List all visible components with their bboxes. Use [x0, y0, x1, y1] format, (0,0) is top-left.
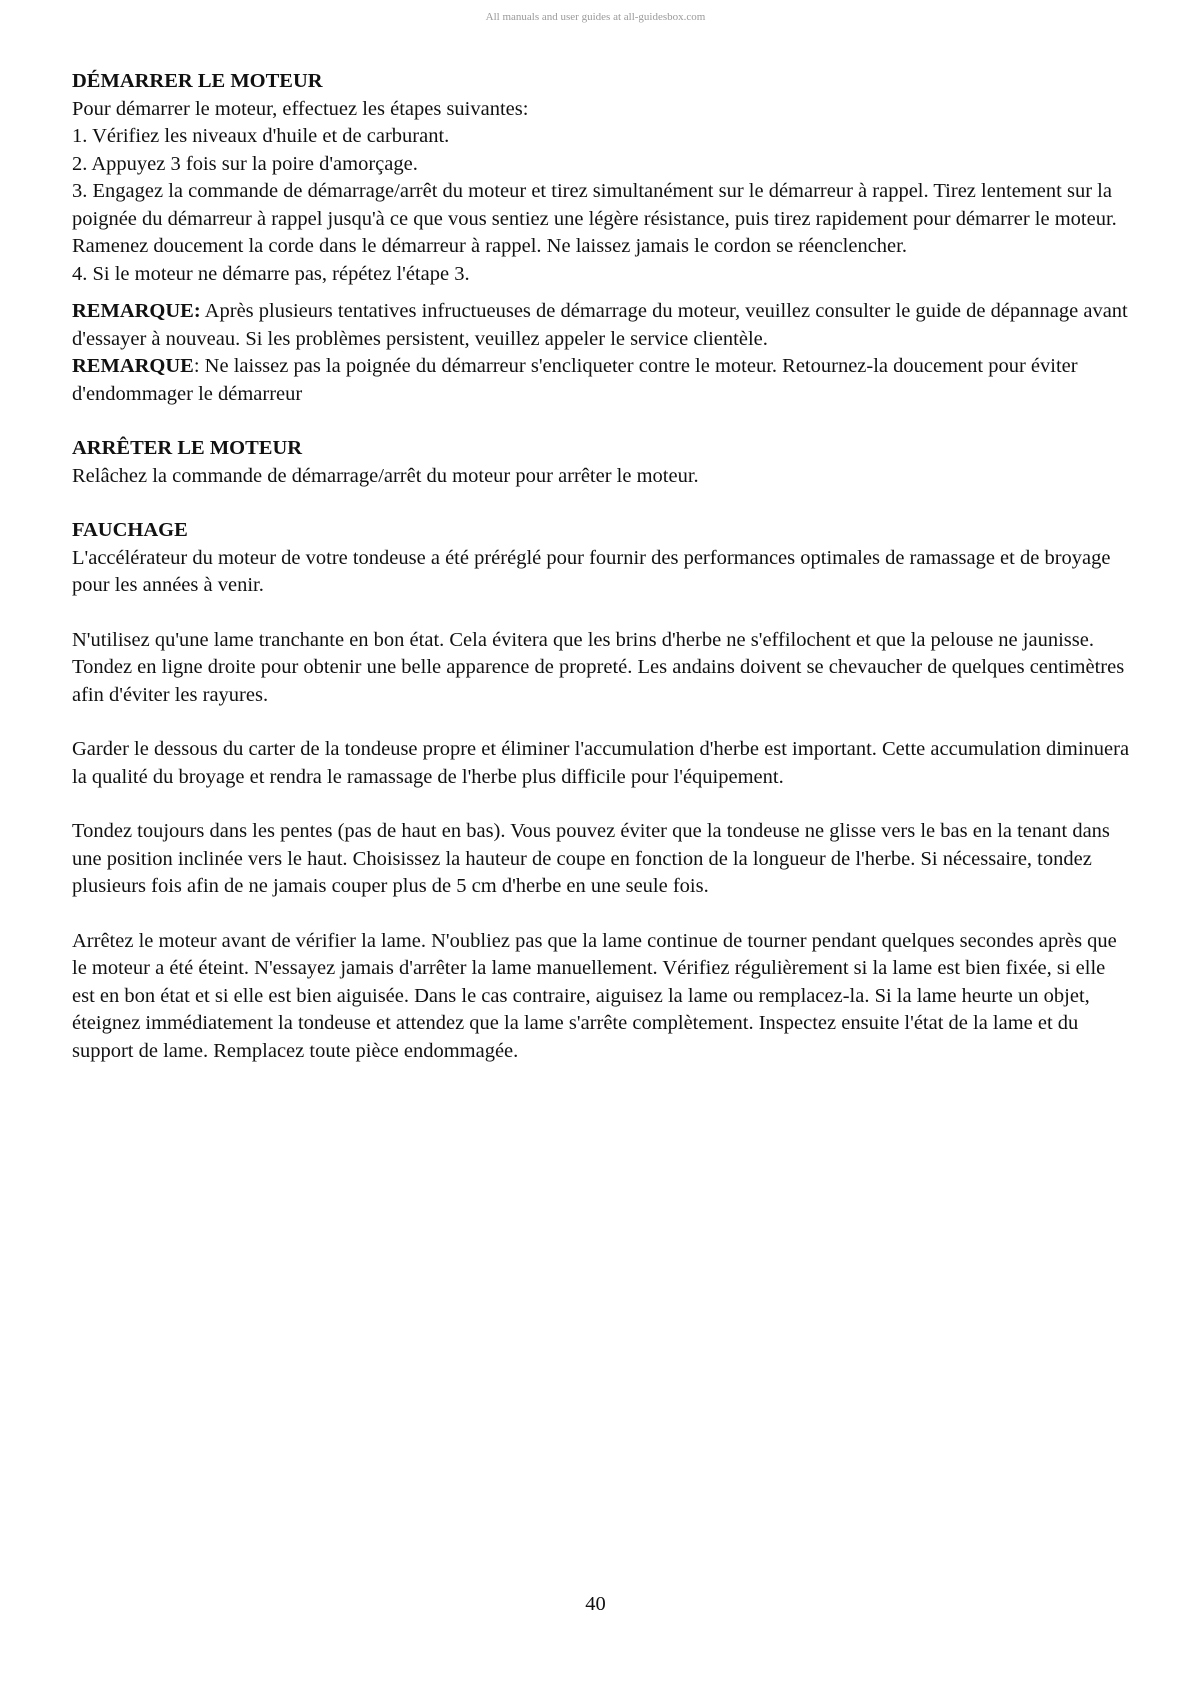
note-2-label: REMARQUE: [72, 355, 194, 377]
note-2-text: : Ne laissez pas la poignée du démarreur s'encliqueter contre le moteur. Retournez-la doucement pour éviter d'endommager le démarreur: [72, 355, 1078, 405]
start-rewind-note: Ramenez doucement la corde dans le démarreur à rappel. Ne laissez jamais le cordon se réenclencher.: [72, 235, 907, 257]
heading-start-engine: DÉMARRER LE MOTEUR: [72, 70, 323, 92]
watermark: All manuals and user guides at all-guidesbox.com: [485, 11, 706, 23]
start-step-1: 1. Vérifiez les niveaux d'huile et de carburant.: [72, 125, 450, 147]
start-step-3: 3. Engagez la commande de démarrage/arrêt du moteur et tirez simultanément sur le démarreur à rappel. Tirez lentement sur la poignée du démarreur à rappel jusqu'à ce que vous sentiez une légère résistance, puis tirez rapidement pour démarrer le moteur.: [72, 180, 1117, 230]
note-1-text: Après plusieurs tentatives infructueuses de démarrage du moteur, veuillez consulter le guide de dépannage avant d'essayer à nouveau. Si les problèmes persistent, veuillez appeler le service clientèle.: [72, 300, 1128, 350]
mowing-paragraph-1: L'accélérateur du moteur de votre tondeuse a été préréglé pour fournir des performances optimales de ramassage et de broyage pour les années à venir.: [72, 546, 1111, 596]
start-step-2: 2. Appuyez 3 fois sur la poire d'amorçage.: [72, 152, 418, 175]
mowing-paragraph-5: Tondez toujours dans les pentes (pas de haut en bas). Vous pouvez éviter que la tondeuse ne glisse vers le bas en la tenant dans une position inclinée vers le haut. Choisissez la hauteur de coupe en fonction de la longueur de l'herbe. Si nécessaire, tondez plusieurs fois afin de ne jamais couper plus de 5 cm d'herbe en une seule fois.: [72, 820, 1110, 897]
page-number: 40: [585, 1593, 606, 1615]
document-body: [72, 68, 1132, 1065]
note-2: [72, 353, 1132, 408]
mowing-paragraph-4: Garder le dessous du carter de la tondeuse propre et éliminer l'accumulation d'herbe est important. Cette accumulation diminuera la qualité du broyage et rendra le ramassage de l'herbe plus difficile pour l'équipement.: [72, 738, 1130, 788]
mowing-paragraph-6: Arrêtez le moteur avant de vérifier la lame. N'oubliez pas que la lame continue de tourner pendant quelques secondes après que le moteur a été éteint. N'essayez jamais d'arrêter la lame manuellement. Vérifiez régulièrement si la lame est bien fixée, si elle est en bon état et si elle est bien aiguisée. Dans le cas contraire, aiguisez la lame ou remplacez-la. Si la lame heurte un objet, éteignez immédiatement la tondeuse et attendez que la lame s'arrête complètement. Inspectez ensuite l'état de la lame et du support de lame. Remplacez toute pièce endommagée.: [72, 929, 1117, 1062]
start-intro: Pour démarrer le moteur, effectuez les étapes suivantes:: [72, 97, 529, 120]
heading-stop-engine: ARRÊTER LE MOTEUR: [72, 437, 303, 459]
heading-mowing: FAUCHAGE: [72, 519, 188, 541]
mowing-paragraph-2: N'utilisez qu'une lame tranchante en bon état. Cela évitera que les brins d'herbe ne s'effilochent et que la pelouse ne jaunisse.: [72, 628, 1094, 651]
stop-text: Relâchez la commande de démarrage/arrêt du moteur pour arrêter le moteur.: [72, 464, 699, 487]
start-step-4: 4. Si le moteur ne démarre pas, répétez l'étape 3.: [72, 262, 470, 285]
note-1-label: REMARQUE:: [72, 300, 201, 322]
note-1: [72, 298, 1132, 353]
mowing-paragraph-3: Tondez en ligne droite pour obtenir une belle apparence de propreté. Les andains doivent se chevaucher de quelques centimètres afin d'éviter les rayures.: [72, 656, 1125, 706]
